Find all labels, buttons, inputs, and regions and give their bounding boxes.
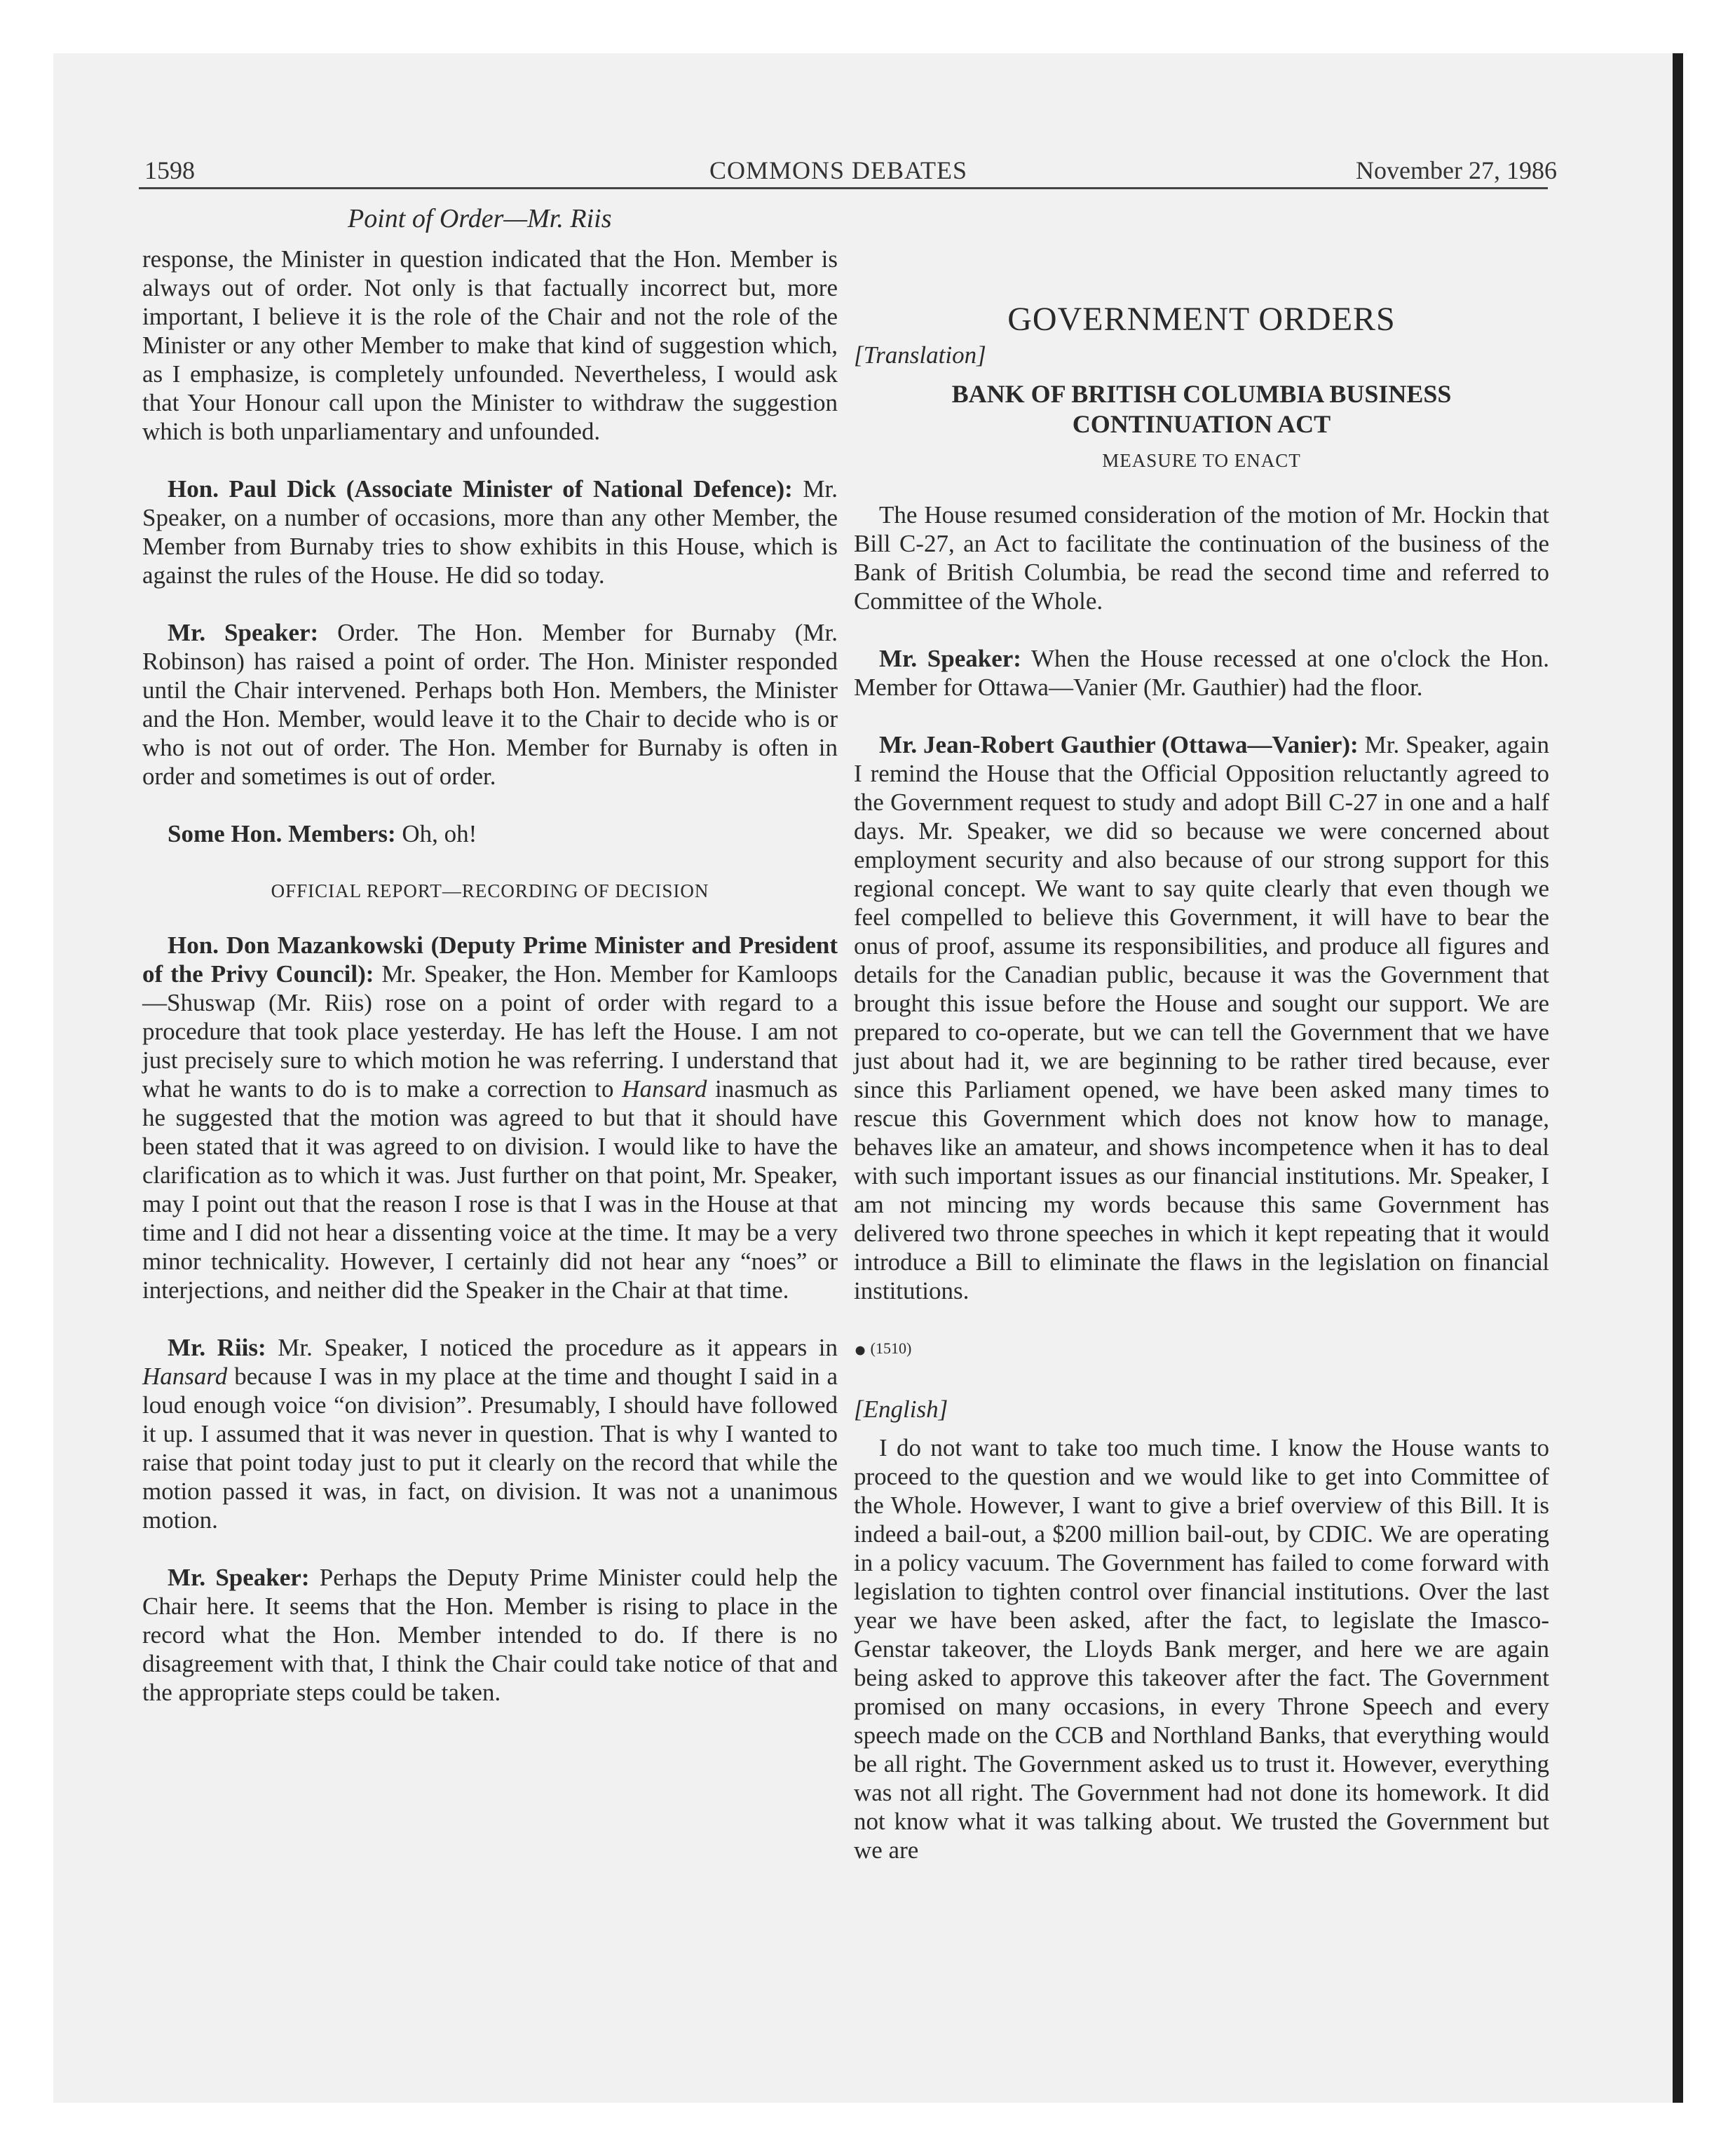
speech-text: because I was in my place at the time and thought I said in a loud enough voice “on division”. Presumably, I should have followed it up. I assumed that it was never in question. That is why I wanted to raise that point today just to put it clearly on the record that while the motion passed it was, in fact, on division. It was not a unanimous motion. [142,1363,838,1534]
paragraph: response, the Minister in question indicated that the Hon. Member is always out of order. Not only is that factually incorrect but, more important, I believe it is the role of the Chair and not the role of the Minister or any other Member to make that kind of suggestion which, as I emphasize, is completely unfounded. Nevertheless, I would ask that Your Honour call upon the Minister to withdraw the suggestion which is both unparliamentary and unfounded. [142,245,838,445]
speech-text: Oh, oh! [395,820,477,847]
paragraph: I do not want to take too much time. I know the House wants to proceed to the question and we would like to get into Committee of the Whole. However, I want to give a brief overview of this Bill. It is indeed a bail-out, a $200 million bail-out, by CDIC. We are operating in a policy vacuum. The Government has failed to come forward with legislation to tighten control over financial institutions. Over the last year we have been asked, after the fact, to legislate the Imasco-Genstar takeover, the Lloyds Bank merger, and here we are again being asked to approve this takeover after the fact. The Government promised on many occasions, in every Throne Speech and every speech made on the CCB and Northland Banks, that everything would be all right. The Government asked us to trust it. However, everything was not all right. The Government had not done its homework. It did not know what it was talking about. We trusted the Government but we are [854,1434,1549,1864]
speaker-name: Some Hon. Members: [168,820,396,847]
speech-text: inasmuch as he suggested that the motion was agreed to but that it should have been stated that it was agreed to on division. I would like to have the clarification as to which it was. Just further on that point, Mr. Speaker, may I point out that the reason I rose is that I was in the House at that time and I did not hear a dissenting voice at the time. It may be a very minor technicality. However, I certainly did not hear any “noes” or interjections, and neither did the Speaker in the Chair at that time. [142,1075,838,1304]
time-marker [854,1334,1549,1364]
italic-text: Hansard [142,1363,228,1390]
speaker-name: Mr. Speaker: [168,1564,310,1591]
speech-paragraph [142,618,838,791]
speaker-name: Mr. Riis: [168,1334,266,1361]
speech-paragraph [142,1563,838,1707]
paragraph: The House resumed consideration of the motion of Mr. Hockin that Bill C-27, an Act to facilitate the continuation of the business of the Bank of British Columbia, be read the second time and referred to Committee of the Whole. [854,501,1549,615]
bullet-icon: ● [854,1338,867,1362]
left-column [142,245,838,1735]
speech-text: Mr. Speaker, I noticed the procedure as it appears in [266,1334,838,1361]
speech-paragraph [142,1333,838,1534]
header-rule [139,187,1548,189]
speech-text: Mr. Speaker, the Hon. Member for Kamloops—Shuswap (Mr. Riis) rose on a point of order with regard to a procedure that took place yesterday. He has left the House. I am not just precisely sure to which motion he was referring. I understand that what he wants to do is to make a correction to [142,960,838,1103]
language-note: [English] [854,1396,948,1424]
speech-text: When the House recessed at one o'clock the Hon. Member for Ottawa—Vanier (Mr. Gauthier) had the floor. [854,645,1549,701]
scanned-page [53,53,1683,2103]
bill-title: BANK OF BRITISH COLUMBIA BUSINESS CONTINUATION ACT [951,380,1452,438]
publication-date: November 27, 1986 [1356,156,1557,184]
speech-paragraph [142,475,838,589]
italic-text: Hansard [622,1075,707,1103]
speaker-name: Mr. Speaker: [879,645,1021,672]
subheading: OFFICIAL REPORT—RECORDING OF DECISION [271,880,709,901]
language-note: [Translation] [854,341,986,369]
scan-edge-shadow [1673,53,1683,2103]
speech-text: Order. The Hon. Member for Burnaby (Mr. Robinson) has raised a point of order. The Hon. Minister responded until the Chair intervened. Perhaps both Hon. Members, the Minister and the Hon. Member, would leave it to the Chair to decide who is or who is not out of order. The Hon. Member for Burnaby is often in order and sometimes is out of order. [142,619,838,790]
speech-paragraph [142,931,838,1304]
speech-text: Perhaps the Deputy Prime Minister could help the Chair here. It seems that the Hon. Member is rising to place in the record what the Hon. Member intended to do. If there is no disagreement with that, I think the Chair could take notice of that and the appropriate steps could be taken. [142,1564,838,1706]
right-column [854,245,1549,1893]
speaker-name: Mr. Jean-Robert Gauthier (Ottawa—Vanier): [879,731,1359,758]
speech-paragraph [142,819,838,848]
speech-text: Mr. Speaker, again I remind the House that the Official Opposition reluctantly agreed to the Government request to study and adopt Bill C-27 in one and a half days. Mr. Speaker, we did so because we were concerned about employment security and also because of our strong support for this regional concept. We want to say quite clearly that even though we feel compelled to believe this Government, it will have to bear the onus of proof, assume its responsibilities, and produce all figures and details for the Canadian public, because it was the Government that brought this issue before the House and sought our support. We are prepared to co-operate, but we can tell the Government that we have just about had it, we are beginning to be rather tired because, ever since this Parliament opened, we have been asked many times to rescue this Government which does not know how to manage, behaves like an amateur, and shows incompetence when it has to deal with such important issues as our financial institutions. Mr. Speaker, I am not mincing my words because this same Government has delivered two throne speeches in which it kept repeating that it would introduce a Bill to eliminate the flaws in the legislation on financial institutions. [854,731,1550,1304]
speaker-name: Hon. Paul Dick (Associate Minister of National Defence): [168,475,793,503]
speech-text: Mr. Speaker, on a number of occasions, more than any other Member, the Member from Burnaby tries to show exhibits in this House, which is against the rules of the House. He did so today. [142,475,838,589]
publication-title: COMMONS DEBATES [709,156,968,184]
subheading: MEASURE TO ENACT [1102,450,1301,471]
running-head: Point of Order—Mr. Riis [348,204,612,233]
speech-paragraph [854,644,1549,702]
speech-paragraph [854,730,1549,1305]
page-number: 1598 [144,156,195,184]
time-marker-text: (1510) [870,1339,912,1357]
speaker-name: Mr. Speaker: [168,619,319,646]
speaker-name: Hon. Don Mazankowski (Deputy Prime Minister and President of the Privy Council): [142,932,838,988]
section-heading: GOVERNMENT ORDERS [1007,301,1396,338]
